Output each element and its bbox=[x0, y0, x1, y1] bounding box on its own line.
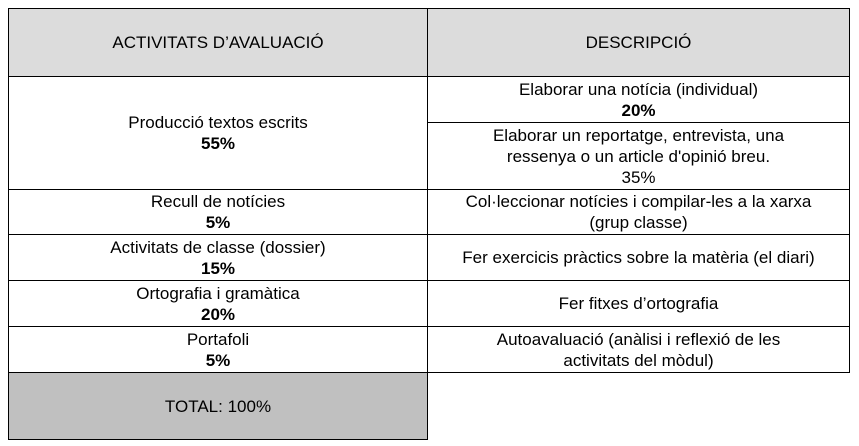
table-row bbox=[9, 190, 850, 235]
description-text: activitats del mòdul) bbox=[563, 350, 714, 370]
total-row bbox=[9, 373, 850, 440]
activity-label: Activitats de classe (dossier) bbox=[110, 237, 326, 257]
description-cell bbox=[428, 235, 850, 281]
description-text: Col·leccionar notícies i compilar-les a la xarxa bbox=[465, 192, 812, 211]
activity-cell bbox=[9, 77, 428, 190]
description-cell bbox=[428, 327, 850, 373]
description-text: Fer exercicis pràctics sobre la matèria (el diari) bbox=[462, 248, 815, 267]
activity-cell bbox=[9, 327, 428, 373]
activity-weight: 55% bbox=[200, 134, 236, 153]
description-weight: 20% bbox=[621, 100, 656, 120]
activity-cell bbox=[9, 190, 428, 235]
activity-cell bbox=[9, 235, 428, 281]
description-cell bbox=[428, 190, 850, 235]
description-text: Elaborar una notícia (individual) bbox=[518, 79, 759, 99]
activity-weight: 20% bbox=[200, 304, 236, 324]
activity-weight: 5% bbox=[205, 350, 231, 370]
description-text: (grup classe) bbox=[589, 213, 688, 232]
activity-cell bbox=[9, 281, 428, 327]
table-row bbox=[9, 235, 850, 281]
activity-label: Recull de notícies bbox=[150, 192, 286, 211]
description-text: Autoavaluació (anàlisi i reflexió de les bbox=[496, 329, 781, 349]
description-cell bbox=[428, 281, 850, 327]
activity-label: Producció textos escrits bbox=[128, 113, 308, 132]
description-cell bbox=[428, 77, 850, 123]
description-weight: 35% bbox=[621, 167, 656, 187]
activity-label: Portafoli bbox=[186, 329, 250, 349]
empty-cell bbox=[428, 373, 850, 440]
table-row bbox=[9, 281, 850, 327]
description-text: ressenya o un article d'opinió breu. bbox=[506, 146, 771, 166]
description-text: Elaborar un reportatge, entrevista, una bbox=[492, 125, 785, 145]
description-text: Fer fitxes d’ortografia bbox=[558, 294, 719, 313]
activity-weight: 5% bbox=[205, 213, 231, 232]
header-activities: ACTIVITATS D’AVALUACIÓ bbox=[9, 9, 428, 77]
total-cell: TOTAL: 100% bbox=[9, 373, 428, 440]
evaluation-table bbox=[8, 8, 850, 440]
table-row bbox=[9, 327, 850, 373]
activity-weight: 15% bbox=[200, 258, 236, 278]
activity-label: Ortografia i gramàtica bbox=[136, 283, 300, 303]
description-cell bbox=[428, 123, 850, 190]
table-row bbox=[9, 77, 850, 123]
header-description: DESCRIPCIÓ bbox=[428, 9, 850, 77]
table-header-row bbox=[9, 9, 850, 77]
